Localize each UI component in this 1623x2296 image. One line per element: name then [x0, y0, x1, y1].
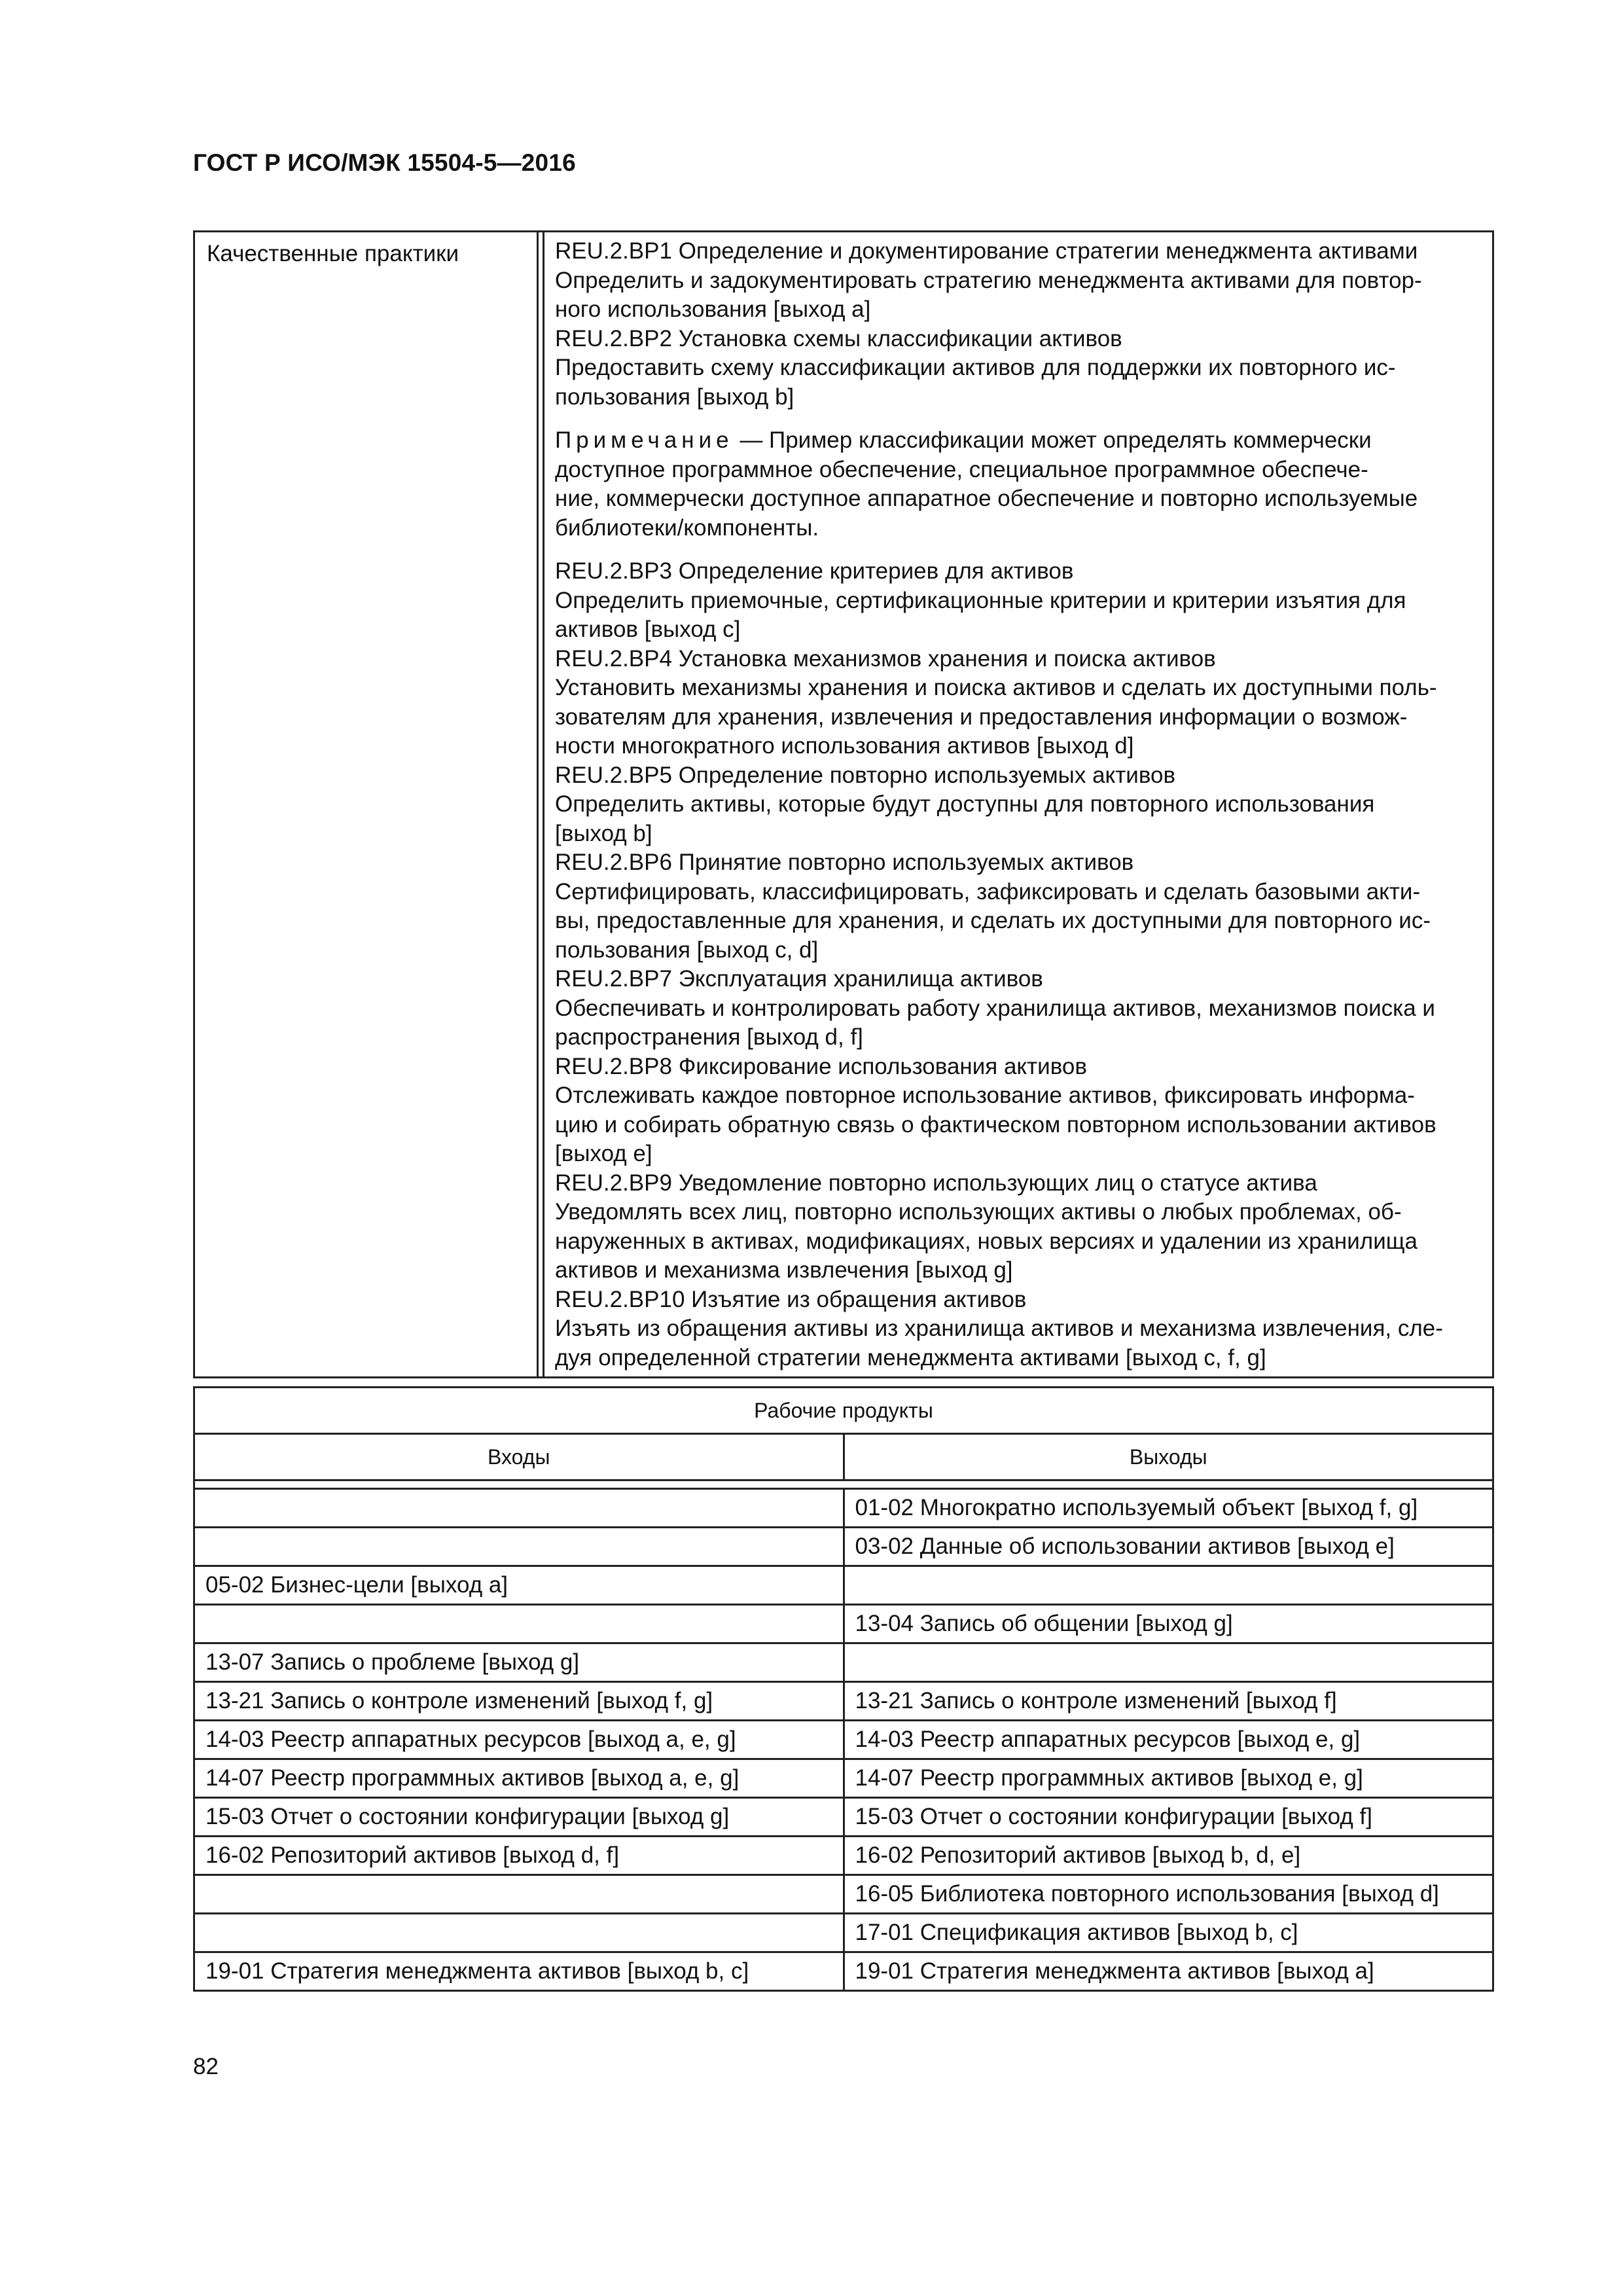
practice-line: [выход e] [555, 1141, 652, 1166]
table-row [194, 1759, 1493, 1798]
practices-content [544, 232, 1492, 1372]
practice-line: REU.2.BP5 Определение повторно используемых активов [555, 762, 1176, 788]
work-products-title: Рабочие продукты [194, 1388, 1493, 1434]
practice-line: наруженных в активах, модификациях, новых версиях и удалении из хранилища [555, 1228, 1418, 1254]
practice-line: активов [выход c] [555, 617, 741, 642]
practices-label: Качественные практики [207, 241, 459, 266]
note-line: доступное программное обеспечение, специальное программное обеспече- [555, 456, 1368, 482]
output-cell: 19-01 Стратегия менеджмента активов [выход a] [844, 1952, 1493, 1991]
practice-line: дуя определенной стратегии менеджмента активами [выход c, f, g] [555, 1344, 1266, 1371]
inputs-header: Входы [194, 1434, 844, 1480]
practice-line: Сертифицировать, классифицировать, зафиксировать и сделать базовыми акти- [555, 878, 1421, 905]
input-cell [194, 1528, 844, 1566]
page-number: 82 [193, 2054, 219, 2079]
output-cell [844, 1643, 1493, 1682]
table-row [194, 1528, 1493, 1566]
note-line: — Пример классификации может определять коммерчески [740, 427, 1372, 453]
input-cell [194, 1489, 844, 1528]
note-line: библиотеки/компоненты. [555, 514, 819, 541]
header-spacer [194, 1480, 1493, 1489]
table-row [194, 1682, 1493, 1721]
output-cell: 01-02 Многократно используемый объект [выход f, g] [844, 1489, 1493, 1528]
input-cell [194, 1605, 844, 1643]
input-cell: 13-07 Запись о проблеме [выход g] [194, 1643, 844, 1682]
practice-line: Изъять из обращения активы из хранилища активов и механизма извлечения, сле- [555, 1316, 1443, 1341]
practice-line: REU.2.BP4 Установка механизмов хранения и поиска активов [555, 645, 1216, 672]
output-cell: 16-05 Библиотека повторного использования [выход d] [844, 1875, 1493, 1914]
document-code-header: ГОСТ Р ИСО/МЭК 15504-5—2016 [193, 149, 576, 176]
output-cell: 17-01 Спецификация активов [выход b, c] [844, 1914, 1493, 1952]
output-cell: 16-02 Репозиторий активов [выход b, d, e] [844, 1837, 1493, 1875]
output-cell: 14-03 Реестр аппаратных ресурсов [выход e, g] [844, 1721, 1493, 1759]
practice-line: Определить активы, которые будут доступны для повторного использования [555, 791, 1375, 817]
output-cell: 14-07 Реестр программных активов [выход e, g] [844, 1759, 1493, 1798]
table-row [194, 1605, 1493, 1643]
practice-line: REU.2.BP3 Определение критериев для активов [555, 558, 1074, 584]
practice-line: Отслеживать каждое повторное использование активов, фиксировать информа- [555, 1083, 1415, 1108]
table-row [194, 1875, 1493, 1914]
input-cell: 05-02 Бизнес-цели [выход a] [194, 1566, 844, 1605]
output-cell: 13-04 Запись об общении [выход g] [844, 1605, 1493, 1643]
table-row [194, 1566, 1493, 1605]
practice-line: активов и механизма извлечения [выход g] [555, 1257, 1013, 1283]
input-cell: 15-03 Отчет о состоянии конфигурации [выход g] [194, 1798, 844, 1837]
table-row [194, 1914, 1493, 1952]
practice-line: вы, предоставленные для хранения, и сделать их доступными для повторного ис- [555, 908, 1431, 933]
practice-line: REU.2.BP1 Определение и документирование стратегии менеджмента активами [555, 238, 1418, 264]
input-cell: 13-21 Запись о контроле изменений [выход f, g] [194, 1682, 844, 1721]
practice-line: Обеспечивать и контролировать работу хранилища активов, механизмов поиска и [555, 995, 1435, 1021]
practice-line: распространения [выход d, f] [555, 1024, 863, 1050]
output-cell: 13-21 Запись о контроле изменений [выход f] [844, 1682, 1493, 1721]
practice-line: пользования [выход b] [555, 384, 794, 410]
note-prefix: Примечание [555, 427, 734, 453]
input-cell: 19-01 Стратегия менеджмента активов [выход b, c] [194, 1952, 844, 1991]
practice-line: Уведомлять всех лиц, повторно использующих активы о любых проблемах, об- [555, 1199, 1402, 1225]
input-cell [194, 1875, 844, 1914]
table-row [194, 1798, 1493, 1837]
practice-line: Предоставить схему классификации активов для поддержки их повторного ис- [555, 355, 1396, 380]
practice-line: зователям для хранения, извлечения и предоставления информации о возмож- [555, 704, 1408, 730]
practices-block-1 [555, 237, 1482, 412]
input-cell: 16-02 Репозиторий активов [выход d, f] [194, 1837, 844, 1875]
table-row [194, 1952, 1493, 1991]
quality-practices-table [193, 230, 1494, 1378]
table-row [194, 1643, 1493, 1682]
table-row [194, 1837, 1493, 1875]
input-cell [194, 1914, 844, 1952]
note-line: ние, коммерчески доступное аппаратное обеспечение и повторно используемые [555, 486, 1418, 511]
practice-line: пользования [выход c, d] [555, 937, 819, 963]
practice-line: ного использования [выход a] [555, 296, 871, 322]
practice-line: [выход b] [555, 820, 652, 846]
practice-line: REU.2.BP8 Фиксирование использования активов [555, 1053, 1087, 1079]
practice-note [555, 426, 1482, 543]
output-cell: 03-02 Данные об использовании активов [выход e] [844, 1528, 1493, 1566]
practice-line: Определить приемочные, сертификационные критерии и критерии изъятия для [555, 587, 1406, 613]
table-row [194, 1489, 1493, 1528]
practice-line: REU.2.BP6 Принятие повторно используемых активов [555, 850, 1134, 875]
output-cell: 15-03 Отчет о состоянии конфигурации [выход f] [844, 1798, 1493, 1837]
practice-line: REU.2.BP10 Изъятие из обращения активов [555, 1286, 1027, 1312]
table-row [194, 1721, 1493, 1759]
practice-line: ности многократного использования активов [выход d] [555, 733, 1134, 759]
practices-block-2 [555, 557, 1482, 1372]
practice-line: REU.2.BP7 Эксплуатация хранилища активов [555, 966, 1043, 992]
practice-line: цию и собирать обратную связь о фактическом повторном использовании активов [555, 1111, 1436, 1138]
outputs-header: Выходы [844, 1434, 1493, 1480]
practice-line: REU.2.BP2 Установка схемы классификации активов [555, 325, 1122, 351]
input-cell: 14-03 Реестр аппаратных ресурсов [выход a, e, g] [194, 1721, 844, 1759]
output-cell [844, 1566, 1493, 1605]
column-divider [537, 232, 539, 1376]
work-products-table [193, 1386, 1494, 1992]
practice-line: REU.2.BP9 Уведомление повторно использующих лиц о статусе актива [555, 1170, 1317, 1196]
practice-line: Определить и задокументировать стратегию менеджмента активами для повтор- [555, 267, 1422, 293]
input-cell: 14-07 Реестр программных активов [выход a, e, g] [194, 1759, 844, 1798]
practice-line: Установить механизмы хранения и поиска активов и сделать их доступными поль- [555, 675, 1437, 700]
